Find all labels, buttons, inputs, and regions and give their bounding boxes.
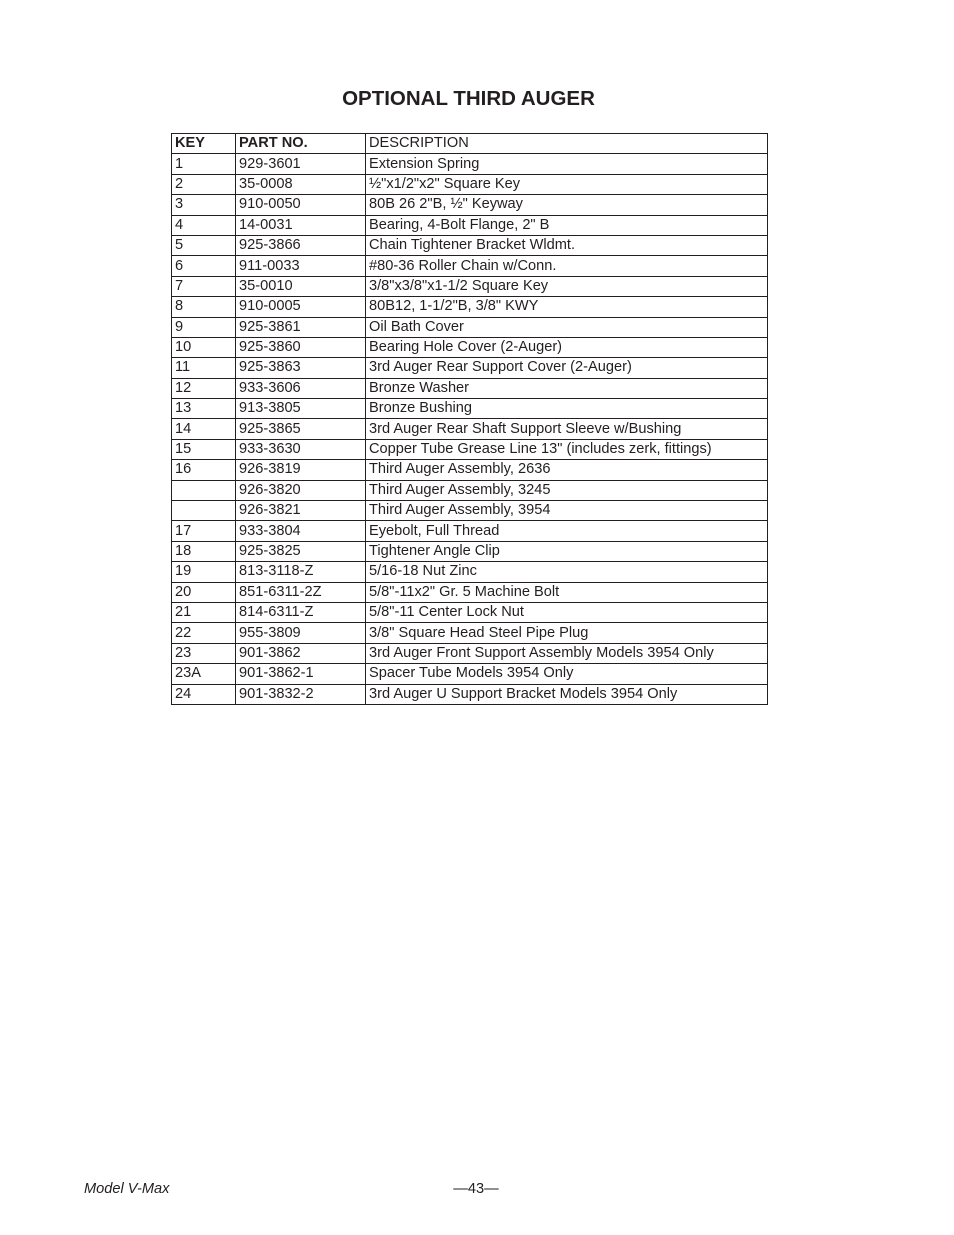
cell-key: 7 xyxy=(172,276,236,296)
cell-part-no: 926-3819 xyxy=(236,460,366,480)
header-key: KEY xyxy=(172,134,236,154)
cell-key: 11 xyxy=(172,358,236,378)
cell-part-no: 35-0010 xyxy=(236,276,366,296)
cell-part-no: 901-3862 xyxy=(236,643,366,663)
cell-key: 12 xyxy=(172,378,236,398)
table-row xyxy=(172,154,768,174)
cell-part-no: 926-3821 xyxy=(236,501,366,521)
cell-description: 3rd Auger Rear Shaft Support Sleeve w/Bushing xyxy=(366,419,768,439)
table-row xyxy=(172,215,768,235)
cell-key: 22 xyxy=(172,623,236,643)
cell-description: 80B12, 1-1/2"B, 3/8" KWY xyxy=(366,297,768,317)
table-row xyxy=(172,480,768,500)
table-row xyxy=(172,602,768,622)
cell-part-no: 911-0033 xyxy=(236,256,366,276)
cell-description: 3rd Auger U Support Bracket Models 3954 Only xyxy=(366,684,768,704)
parts-table xyxy=(171,133,768,705)
table-row xyxy=(172,439,768,459)
table-row xyxy=(172,460,768,480)
table-row xyxy=(172,235,768,255)
cell-part-no: 901-3862-1 xyxy=(236,664,366,684)
cell-description: Chain Tightener Bracket Wldmt. xyxy=(366,235,768,255)
cell-description: Third Auger Assembly, 3245 xyxy=(366,480,768,500)
cell-key: 16 xyxy=(172,460,236,480)
cell-description: 3rd Auger Front Support Assembly Models 3954 Only xyxy=(366,643,768,663)
cell-part-no: 933-3804 xyxy=(236,521,366,541)
cell-description: 3/8" Square Head Steel Pipe Plug xyxy=(366,623,768,643)
table-row xyxy=(172,276,768,296)
cell-key: 4 xyxy=(172,215,236,235)
cell-part-no: 814-6311-Z xyxy=(236,602,366,622)
cell-description: Copper Tube Grease Line 13" (includes zerk, fittings) xyxy=(366,439,768,459)
table-row xyxy=(172,297,768,317)
parts-table-body xyxy=(172,154,768,705)
cell-description: Third Auger Assembly, 2636 xyxy=(366,460,768,480)
cell-key: 23 xyxy=(172,643,236,663)
table-row xyxy=(172,256,768,276)
cell-key: 8 xyxy=(172,297,236,317)
cell-key: 6 xyxy=(172,256,236,276)
cell-key: 2 xyxy=(172,174,236,194)
cell-description: 5/16-18 Nut Zinc xyxy=(366,562,768,582)
table-row xyxy=(172,521,768,541)
cell-part-no: 933-3630 xyxy=(236,439,366,459)
cell-description: Bearing Hole Cover (2-Auger) xyxy=(366,337,768,357)
cell-description: ½"x1/2"x2" Square Key xyxy=(366,174,768,194)
table-row xyxy=(172,378,768,398)
cell-key: 24 xyxy=(172,684,236,704)
cell-description: Tightener Angle Clip xyxy=(366,541,768,561)
cell-description: Oil Bath Cover xyxy=(366,317,768,337)
table-row xyxy=(172,643,768,663)
cell-key: 18 xyxy=(172,541,236,561)
cell-description: 80B 26 2"B, ½" Keyway xyxy=(366,195,768,215)
cell-key: 9 xyxy=(172,317,236,337)
table-row xyxy=(172,358,768,378)
table-row xyxy=(172,317,768,337)
table-row xyxy=(172,174,768,194)
cell-part-no: 955-3809 xyxy=(236,623,366,643)
cell-part-no: 14-0031 xyxy=(236,215,366,235)
page-title: OPTIONAL THIRD AUGER xyxy=(342,87,595,110)
cell-part-no: 925-3860 xyxy=(236,337,366,357)
cell-key: 10 xyxy=(172,337,236,357)
table-row xyxy=(172,399,768,419)
cell-part-no: 925-3863 xyxy=(236,358,366,378)
table-row xyxy=(172,195,768,215)
table-row xyxy=(172,419,768,439)
cell-description: #80-36 Roller Chain w/Conn. xyxy=(366,256,768,276)
cell-description: Bronze Washer xyxy=(366,378,768,398)
table-row xyxy=(172,684,768,704)
cell-key xyxy=(172,480,236,500)
cell-description: Third Auger Assembly, 3954 xyxy=(366,501,768,521)
cell-part-no: 926-3820 xyxy=(236,480,366,500)
cell-key: 19 xyxy=(172,562,236,582)
cell-key: 13 xyxy=(172,399,236,419)
cell-part-no: 925-3861 xyxy=(236,317,366,337)
cell-part-no: 910-0005 xyxy=(236,297,366,317)
cell-part-no: 910-0050 xyxy=(236,195,366,215)
cell-part-no: 813-3118-Z xyxy=(236,562,366,582)
table-header-row xyxy=(172,134,768,154)
cell-description: Eyebolt, Full Thread xyxy=(366,521,768,541)
table-row xyxy=(172,623,768,643)
table-row xyxy=(172,582,768,602)
cell-description: Bronze Bushing xyxy=(366,399,768,419)
footer-page-number: —43— xyxy=(453,1181,499,1197)
cell-description: 5/8"-11x2" Gr. 5 Machine Bolt xyxy=(366,582,768,602)
cell-part-no: 925-3825 xyxy=(236,541,366,561)
table-row xyxy=(172,664,768,684)
cell-part-no: 851-6311-2Z xyxy=(236,582,366,602)
cell-key: 5 xyxy=(172,235,236,255)
cell-description: Spacer Tube Models 3954 Only xyxy=(366,664,768,684)
cell-description: 5/8"-11 Center Lock Nut xyxy=(366,602,768,622)
cell-key: 23A xyxy=(172,664,236,684)
header-description: DESCRIPTION xyxy=(366,134,768,154)
table-row xyxy=(172,541,768,561)
cell-key: 17 xyxy=(172,521,236,541)
cell-part-no: 929-3601 xyxy=(236,154,366,174)
cell-description: 3rd Auger Rear Support Cover (2-Auger) xyxy=(366,358,768,378)
cell-key: 15 xyxy=(172,439,236,459)
cell-key: 20 xyxy=(172,582,236,602)
cell-key: 14 xyxy=(172,419,236,439)
cell-part-no: 35-0008 xyxy=(236,174,366,194)
cell-description: 3/8"x3/8"x1-1/2 Square Key xyxy=(366,276,768,296)
cell-part-no: 933-3606 xyxy=(236,378,366,398)
cell-description: Bearing, 4-Bolt Flange, 2" B xyxy=(366,215,768,235)
table-row xyxy=(172,501,768,521)
table-row xyxy=(172,562,768,582)
cell-part-no: 913-3805 xyxy=(236,399,366,419)
table-row xyxy=(172,337,768,357)
cell-key: 21 xyxy=(172,602,236,622)
footer-model-name: Model V-Max xyxy=(84,1181,170,1197)
cell-key xyxy=(172,501,236,521)
cell-part-no: 925-3866 xyxy=(236,235,366,255)
cell-description: Extension Spring xyxy=(366,154,768,174)
cell-part-no: 925-3865 xyxy=(236,419,366,439)
cell-key: 3 xyxy=(172,195,236,215)
cell-part-no: 901-3832-2 xyxy=(236,684,366,704)
header-part-no: PART NO. xyxy=(236,134,366,154)
cell-key: 1 xyxy=(172,154,236,174)
